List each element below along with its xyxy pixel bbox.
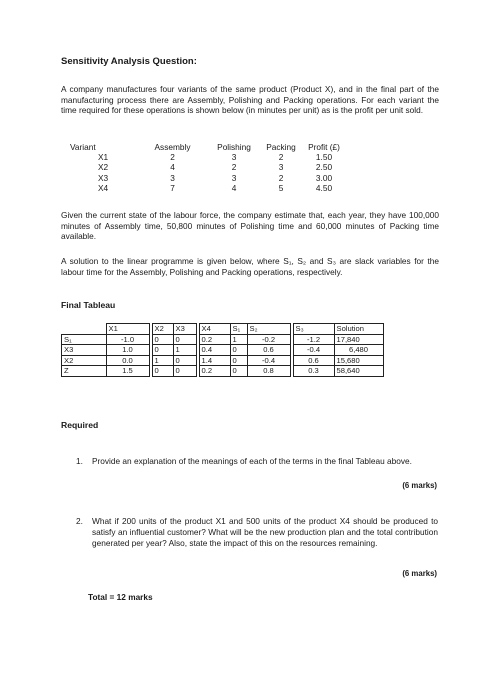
variant-cell: X3 [98,172,109,183]
tableau-cell: 1 [152,355,173,366]
assembly-cell: 4 [170,162,175,173]
tableau-cell: -0.4 [247,355,290,366]
header-assembly: Assembly [154,142,191,152]
tableau-cell: 6,480 [334,345,383,356]
tableau-cell: 0 [173,366,196,377]
assembly-cell: 7 [170,182,175,193]
tableau-cell: 17,840 [334,334,383,345]
tableau-cell: 0 [152,366,173,377]
question-2-marks: (6 marks) [402,569,437,578]
tableau-header-s3: S₃ [293,324,334,335]
variant-row-x4 [70,183,349,193]
packing-cell: 3 [278,162,284,173]
assembly-cell: 2 [170,152,175,163]
tableau-header-row [62,324,384,335]
question-1-marks: (6 marks) [402,481,437,490]
total-marks: Total = 12 marks [88,592,153,602]
question-1-number: 1. [76,456,83,466]
tableau-row-s1 [62,334,384,345]
tableau-header-s2: S₂ [247,324,290,335]
profit-cell: 2.50 [315,162,333,173]
profit-cell: 3.00 [315,172,333,183]
packing-cell: 2 [278,172,284,183]
variant-row-x1 [70,152,349,162]
final-tableau [61,323,384,377]
tableau-corner [62,324,107,335]
tableau-header-x4: X4 [199,324,230,335]
variant-cell: X1 [98,152,109,163]
required-heading: Required [61,420,99,430]
tableau-cell: 0 [173,334,196,345]
tableau-row-x3 [62,345,384,356]
intro-paragraph: A company manufactures four variants of the same product (Product X), and in the final part of the manufacturing process there are Assembly, Polishing and Packing operations. For each variant the time required for these operations is shown below (in minutes per unit) as is the profit per unit sold. [61,84,439,116]
polishing-cell: 3 [231,152,237,163]
tableau-cell: -1.0 [106,334,149,345]
variant-row-x2 [70,162,349,172]
header-polishing: Polishing [217,142,251,152]
tableau-cell: 1 [173,345,196,356]
tableau-cell: 0.0 [106,355,149,366]
header-profit: Profit (£) [308,142,340,152]
profit-cell: 4.50 [315,182,333,193]
tableau-row-z [62,366,384,377]
tableau-cell: 0.3 [293,366,334,377]
solution-paragraph: A solution to the linear programme is given below, where S₁, S₂ and S₃ are slack variables for the labour time for the Assembly, Polishing and Packing operations, respectively. [61,256,439,277]
final-tableau-heading: Final Tableau [61,300,116,310]
question-title: Sensitivity Analysis Question: [61,56,197,67]
tableau-row-x2 [62,355,384,366]
polishing-cell: 3 [231,172,237,183]
tableau-row-label: X3 [62,345,107,356]
tableau-cell: 1 [230,334,247,345]
variant-table [70,142,349,193]
polishing-cell: 4 [231,182,237,193]
tableau-cell: 58,640 [334,366,383,377]
tableau-cell: 0.6 [293,355,334,366]
assembly-cell: 3 [170,172,175,183]
question-2-text: What if 200 units of the product X1 and 500 units of the product X4 should be produced to satisfy an influential customer? What will be the new production plan and the total contribution generated per year? Also, state the impact of this on the resources remaining. [92,516,438,548]
question-2-number: 2. [76,516,83,526]
tableau-cell: 0 [230,345,247,356]
tableau-cell: 0.6 [247,345,290,356]
tableau-cell: 0 [230,366,247,377]
variant-cell: X4 [98,182,109,193]
tableau-header-s1: S₁ [230,324,247,335]
tableau-cell: -0.2 [247,334,290,345]
question-1-text: Provide an explanation of the meanings of each of the terms in the final Tableau above. [92,456,412,466]
tableau-cell: 0.8 [247,366,290,377]
labour-paragraph: Given the current state of the labour force, the company estimate that, each year, they have 100,000 minutes of Assembly time, 50,800 minutes of Polishing time and 60,000 minutes of Packing time available. [61,210,439,242]
tableau-cell: 0 [173,355,196,366]
variant-row-x3 [70,173,349,183]
tableau-row-label: S₁ [62,334,107,345]
tableau-cell: 1.0 [106,345,149,356]
tableau-cell: 0 [230,355,247,366]
variant-cell: X2 [98,162,109,173]
tableau-cell: 0 [152,345,173,356]
packing-cell: 2 [278,152,284,163]
tableau-cell: -1.2 [293,334,334,345]
tableau-row-label: Z [62,366,107,377]
tableau-header-x2: X2 [152,324,173,335]
tableau-header-solution: Solution [334,324,383,335]
tableau-cell: 0.2 [199,366,230,377]
header-variant: Variant [70,142,96,152]
profit-cell: 1.50 [315,152,333,163]
tableau-cell: 0 [152,334,173,345]
tableau-cell: 0.2 [199,334,230,345]
tableau-cell: 1.5 [106,366,149,377]
variant-table-header [70,142,349,152]
tableau-header-x1: X1 [106,324,149,335]
tableau-cell: 15,680 [334,355,383,366]
polishing-cell: 2 [231,162,237,173]
tableau-cell: 0.4 [199,345,230,356]
tableau-row-label: X2 [62,355,107,366]
tableau-cell: -0.4 [293,345,334,356]
packing-cell: 5 [278,182,284,193]
tableau-header-x3: X3 [173,324,196,335]
header-packing: Packing [266,142,296,152]
tableau-cell: 1.4 [199,355,230,366]
